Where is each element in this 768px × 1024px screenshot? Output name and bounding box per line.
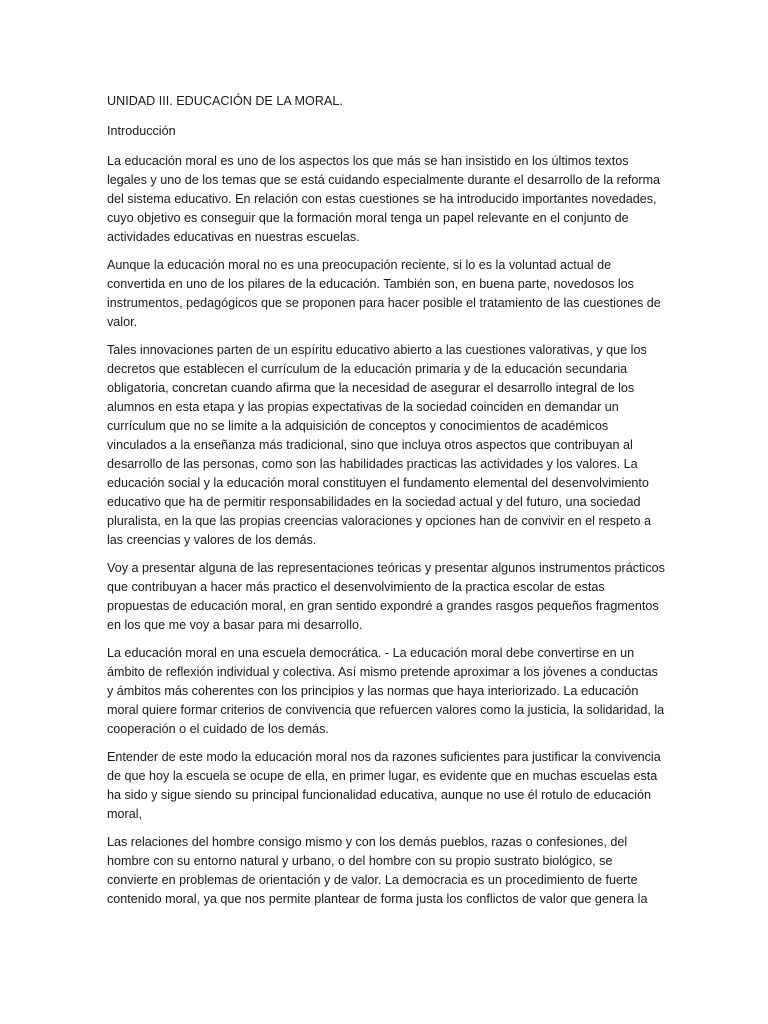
- paragraph-6: Entender de este modo la educación moral nos da razones suficientes para justificar la convivencia de que hoy la escuela se ocupe de ella, en primer lugar, es evidente que en muchas escuelas esta ha sido y sigue siendo su principal funcionalidad educativa, aunque no use él rotulo de educación moral,: [107, 750, 661, 821]
- paragraph-3: Tales innovaciones parten de un espíritu educativo abierto a las cuestiones valorativas, y que los decretos que establecen el currículum de la educación primaria y de la educación secundaria obligatoria, concretan cuando afirma que la necesidad de asegurar el desarrollo integral de los alumnos en esta etapa y las propias expectativas de la sociedad coinciden en demandar un currículum que no se limite a la adquisición de conceptos y conocimientos de académicos vinculados a la enseñanza más tradicional, sino que incluya otros aspectos que contribuyan al desarrollo de las personas, como son las habilidades practicas las actividades y los valores. La educación social y la educación moral constituyen el fundamento elemental del desenvolvimiento educativo que ha de permitir responsabilidades en la sociedad actual y del futuro, una sociedad pluralista, en la que las propias creencias valoraciones y opciones han de convivir en el respeto a las creencias y valores de los demás.: [107, 343, 651, 547]
- section-heading: Introducción: [107, 124, 176, 138]
- paragraph-2: Aunque la educación moral no es una preocupación reciente, si lo es la voluntad actual de convertida en uno de los pilares de la educación. También son, en buena parte, novedosos los instrumentos, pedagógicos que se proponen para hacer posible el tratamiento de las cuestiones de valor.: [107, 258, 661, 329]
- document-page: [107, 92, 667, 918]
- document-title: UNIDAD III. EDUCACIÓN DE LA MORAL.: [107, 94, 343, 108]
- paragraph-4: Voy a presentar alguna de las representaciones teóricas y presentar algunos instrumentos prácticos que contribuyan a hacer más practico el desenvolvimiento de la practica escolar de estas propuestas de educación moral, en gran sentido expondré a grandes rasgos pequeños fragmentos en los que me voy a basar para mi desarrollo.: [107, 561, 665, 632]
- paragraph-7: Las relaciones del hombre consigo mismo y con los demás pueblos, razas o confesiones, del hombre con su entorno natural y urbano, o del hombre con su propio sustrato biológico, se convierte en problemas de orientación y de valor. La democracia es un procedimiento de fuerte contenido moral, ya que nos permite plantear de forma justa los conflictos de valor que genera la: [107, 835, 648, 906]
- paragraph-1: La educación moral es uno de los aspectos los que más se han insistido en los últimos textos legales y uno de los temas que se está cuidando especialmente durante el desarrollo de la reforma del sistema educativo. En relación con estas cuestiones se ha introducido importantes novedades, cuyo objetivo es conseguir que la formación moral tenga un papel relevante en el conjunto de actividades educativas en nuestras escuelas.: [107, 154, 661, 244]
- paragraph-5: La educación moral en una escuela democrática. - La educación moral debe convertirse en un ámbito de reflexión individual y colectiva. Así mismo pretende aproximar a los jóvenes a conductas y ámbitos más coherentes con los principios y las normas que haya interiorizado. La educación moral quiere formar criterios de convivencia que refuercen valores como la justicia, la solidaridad, la cooperación o el cuidado de los demás.: [107, 646, 665, 736]
